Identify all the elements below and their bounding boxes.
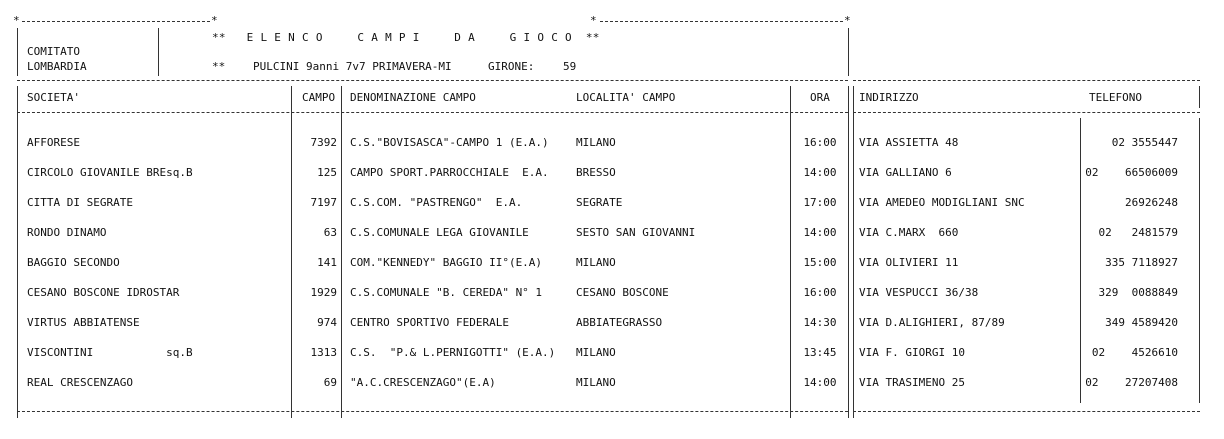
rule-header-top: [17, 80, 848, 81]
girone-value: 59: [563, 60, 577, 73]
col-header-indirizzo: INDIRIZZO: [859, 91, 919, 104]
cell-ora: 15:00: [803, 256, 837, 269]
top-rule-left: [22, 21, 210, 22]
cell-campo: 974: [317, 316, 337, 329]
cell-localita: BRESSO: [576, 166, 616, 179]
cell-indirizzo: VIA F. GIORGI 10: [859, 346, 965, 359]
cell-telefono: 02 27207408: [1085, 376, 1178, 389]
cell-campo: 7197: [310, 196, 337, 209]
cell-ora: 14:00: [803, 166, 837, 179]
cell-telefono: 335 7118927: [1105, 256, 1178, 269]
cell-campo: 7392: [310, 136, 337, 149]
header-border-right: [848, 28, 849, 76]
header-divider: [158, 28, 159, 76]
col-sep: [848, 86, 849, 418]
col-header-telefono: TELEFONO: [1089, 91, 1142, 104]
header-border-left: [17, 28, 18, 76]
category-label: PULCINI 9anni 7v7 PRIMAVERA-MI: [253, 60, 452, 73]
cell-denominazione: CENTRO SPORTIVO FEDERALE: [350, 316, 509, 329]
col-sep: [1199, 118, 1200, 403]
cell-indirizzo: VIA OLIVIERI 11: [859, 256, 959, 269]
cell-indirizzo: VIA ASSIETTA 48: [859, 136, 959, 149]
girone-label: GIRONE:: [488, 60, 535, 73]
cell-denominazione: C.S."BOVISASCA"-CAMPO 1 (E.A.): [350, 136, 549, 149]
cell-denominazione: CAMPO SPORT.PARROCCHIALE E.A.: [350, 166, 549, 179]
rule-columns-bottom-right: [853, 112, 1200, 113]
cell-telefono: 02 3555447: [1111, 136, 1178, 149]
cell-denominazione: C.S. "P.& L.PERNIGOTTI" (E.A.): [350, 346, 556, 359]
category-prefix: **: [212, 60, 226, 73]
cell-societa: CESANO BOSCONE IDROSTAR: [27, 286, 180, 299]
cell-indirizzo: VIA GALLIANO 6: [859, 166, 952, 179]
cell-ora: 16:00: [803, 286, 837, 299]
cell-localita: SESTO SAN GIOVANNI: [576, 226, 696, 239]
cell-telefono: 02 4526610: [1091, 346, 1178, 359]
col-sep: [1199, 86, 1200, 108]
col-sep: [1080, 118, 1081, 403]
cell-telefono: 02 2481579: [1098, 226, 1178, 239]
cell-societa: RONDO DINAMO: [27, 226, 107, 239]
cell-indirizzo: VIA AMEDEO MODIGLIANI SNC: [859, 196, 1025, 209]
cell-ora: 16:00: [803, 136, 837, 149]
cell-societa: CITTA DI SEGRATE: [27, 196, 133, 209]
cell-localita: SEGRATE: [576, 196, 623, 209]
cell-localita: MILANO: [576, 136, 616, 149]
comitato-label: COMITATO: [27, 45, 80, 58]
col-header-denominazione: DENOMINAZIONE CAMPO: [350, 91, 476, 104]
col-sep: [790, 86, 791, 418]
corner-star: *: [211, 14, 218, 27]
cell-campo: 1929: [310, 286, 337, 299]
top-rule-right: [600, 21, 843, 22]
cell-indirizzo: VIA TRASIMENO 25: [859, 376, 965, 389]
col-header-ora: ORA: [810, 91, 830, 104]
rule-table-bottom-right: [853, 411, 1200, 412]
cell-denominazione: COM."KENNEDY" BAGGIO II°(E.A): [350, 256, 543, 269]
cell-localita: ABBIATEGRASSO: [576, 316, 663, 329]
col-header-localita: LOCALITA' CAMPO: [576, 91, 676, 104]
col-header-societa: SOCIETA': [27, 91, 80, 104]
cell-societa: CIRCOLO GIOVANILE BREsq.B: [27, 166, 193, 179]
cell-ora: 14:30: [803, 316, 837, 329]
cell-telefono: 349 4589420: [1105, 316, 1178, 329]
corner-star: *: [590, 14, 597, 27]
cell-societa: VISCONTINI sq.B: [27, 346, 193, 359]
cell-indirizzo: VIA C.MARX 660: [859, 226, 959, 239]
cell-localita: CESANO BOSCONE: [576, 286, 669, 299]
cell-ora: 14:00: [803, 376, 837, 389]
rule-columns-bottom: [17, 112, 848, 113]
cell-campo: 1313: [310, 346, 337, 359]
rule-table-bottom: [17, 411, 848, 412]
cell-localita: MILANO: [576, 346, 616, 359]
cell-ora: 14:00: [803, 226, 837, 239]
cell-societa: BAGGIO SECONDO: [27, 256, 120, 269]
cell-indirizzo: VIA D.ALIGHIERI, 87/89: [859, 316, 1005, 329]
cell-societa: AFFORESE: [27, 136, 80, 149]
cell-campo: 141: [317, 256, 337, 269]
cell-localita: MILANO: [576, 256, 616, 269]
corner-star: *: [844, 14, 851, 27]
col-sep: [853, 86, 854, 418]
cell-societa: VIRTUS ABBIATENSE: [27, 316, 140, 329]
col-sep: [17, 86, 18, 418]
cell-ora: 17:00: [803, 196, 837, 209]
rule-header-top-right: [853, 80, 1200, 81]
cell-campo: 69: [323, 376, 337, 389]
cell-denominazione: C.S.COMUNALE LEGA GIOVANILE: [350, 226, 529, 239]
cell-societa: REAL CRESCENZAGO: [27, 376, 133, 389]
cell-telefono: 26926248: [1125, 196, 1178, 209]
page-title: ** E L E N C O C A M P I D A G I O C O **: [212, 31, 600, 44]
cell-telefono: 02 66506009: [1085, 166, 1178, 179]
comitato-value: LOMBARDIA: [27, 60, 87, 73]
cell-telefono: 329 0088849: [1098, 286, 1178, 299]
cell-denominazione: "A.C.CRESCENZAGO"(E.A): [350, 376, 496, 389]
cell-denominazione: C.S.COMUNALE "B. CEREDA" N° 1: [350, 286, 543, 299]
col-sep: [341, 86, 342, 418]
cell-indirizzo: VIA VESPUCCI 36/38: [859, 286, 979, 299]
cell-denominazione: C.S.COM. "PASTRENGO" E.A.: [350, 196, 523, 209]
cell-ora: 13:45: [803, 346, 837, 359]
cell-localita: MILANO: [576, 376, 616, 389]
cell-campo: 125: [317, 166, 337, 179]
col-header-campo: CAMPO: [302, 91, 336, 104]
corner-star: *: [13, 14, 20, 27]
cell-campo: 63: [323, 226, 337, 239]
